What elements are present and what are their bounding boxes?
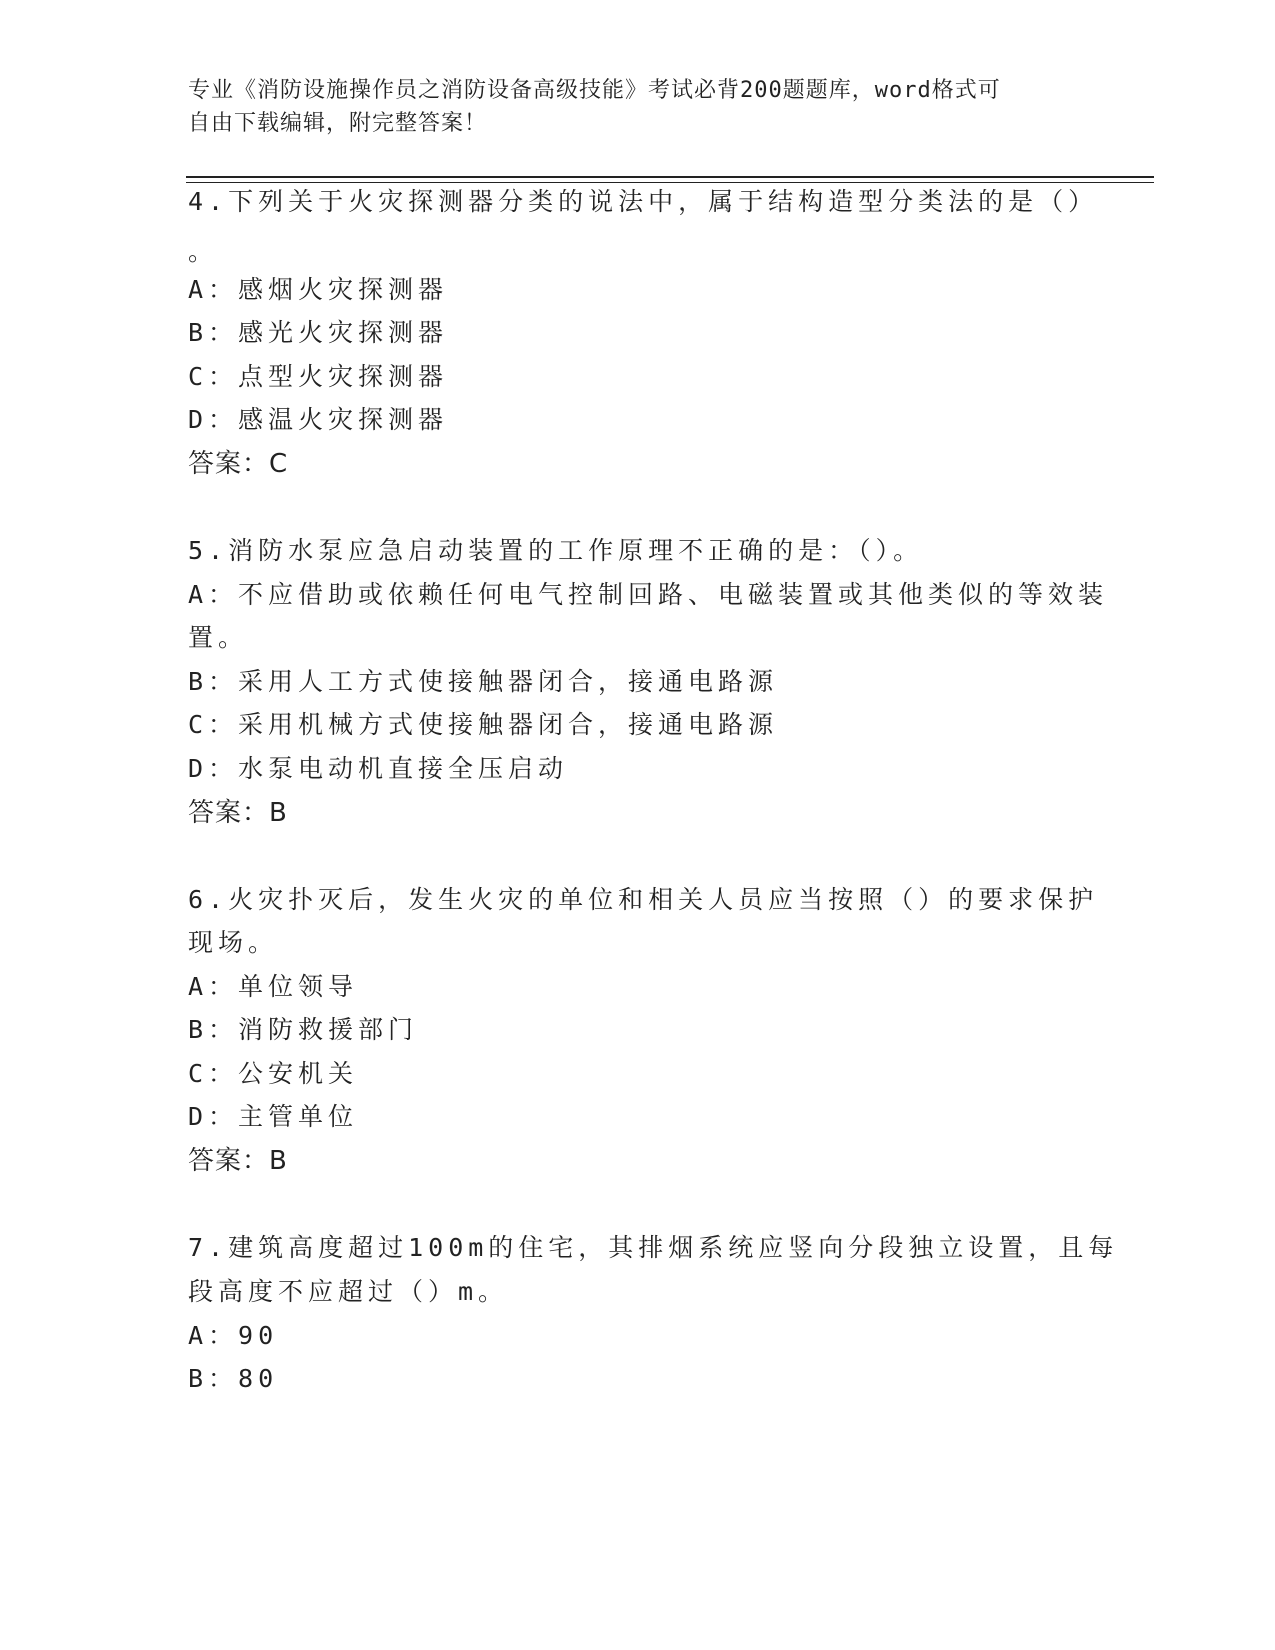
option-d: D：感温火灾探测器 <box>188 405 449 434</box>
header-divider-thin <box>186 182 1154 183</box>
header-line-2: 自由下载编辑，附完整答案！ <box>188 111 488 136</box>
question-stem-continued: 现场。 <box>188 928 279 957</box>
answer: 答案：B <box>188 798 288 828</box>
option-d: D：主管单位 <box>188 1102 359 1131</box>
question-stem: 5.消防水泵应急启动装置的工作原理不正确的是：（）。 <box>188 536 924 565</box>
option-b: B：采用人工方式使接触器闭合，接通电路源 <box>188 667 779 696</box>
question-stem: 7.建筑高度超过100m的住宅，其排烟系统应竖向分段独立设置，且每 <box>188 1233 1119 1262</box>
option-a: A：不应借助或依赖任何电气控制回路、电磁装置或其他类似的等效装 <box>188 580 1109 609</box>
document-header <box>188 74 1068 140</box>
option-c: C：公安机关 <box>188 1059 359 1088</box>
option-d: D：水泵电动机直接全压启动 <box>188 754 569 783</box>
option-b: B：80 <box>188 1364 279 1393</box>
question-stem: 4.下列关于火灾探测器分类的说法中，属于结构造型分类法的是（） <box>188 187 1099 216</box>
header-divider-thick <box>186 176 1154 178</box>
option-a-continued: 置。 <box>188 623 249 652</box>
question-stem: 6.火灾扑灭后，发生火灾的单位和相关人员应当按照（）的要求保护 <box>188 885 1099 914</box>
option-b: B：感光火灾探测器 <box>188 318 449 347</box>
question-stem-continued: 段高度不应超过（）m。 <box>188 1277 509 1306</box>
option-a: A：感烟火灾探测器 <box>188 275 449 304</box>
header-line-1: 专业《消防设施操作员之消防设备高级技能》考试必背200题题库，word格式可 <box>188 78 1001 103</box>
option-c: C：采用机械方式使接触器闭合，接通电路源 <box>188 710 779 739</box>
option-a: A：90 <box>188 1321 279 1350</box>
answer: 答案：B <box>188 1146 288 1176</box>
option-b: B：消防救援部门 <box>188 1015 419 1044</box>
question-stem-continued: 。 <box>188 237 219 266</box>
answer: 答案：C <box>188 449 289 479</box>
option-a: A：单位领导 <box>188 972 359 1001</box>
option-c: C：点型火灾探测器 <box>188 362 449 391</box>
